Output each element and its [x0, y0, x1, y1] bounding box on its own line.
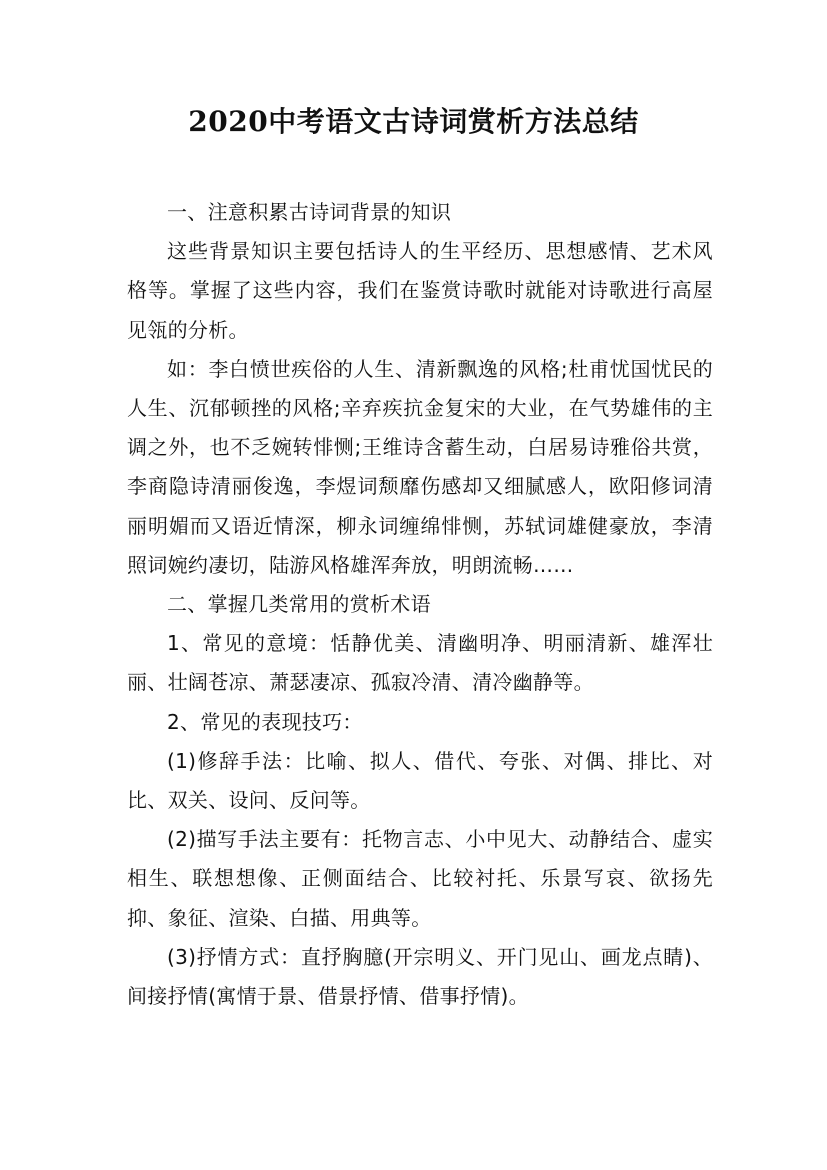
- paragraph-poet-examples: 如：李白愤世疾俗的人生、清新飘逸的风格;杜甫忧国忧民的人生、沉郁顿挫的风格;辛弃疾抗金复宋的大业，在气势雄伟的主调之外，也不乏婉转悱恻;王维诗含蓄生动，白居易诗雅俗共赏，李商隐诗清丽俊逸，李煜词颓靡伤感却又细腻感人，欧阳修词清丽明媚而又语近情深，柳永词缠绵悱恻，苏轼词雄健豪放，李清照词婉约凄切，陆游风格雄浑奔放，明朗流畅……: [127, 356, 713, 577]
- document-title: 2020中考语文古诗词赏析方法总结: [188, 105, 639, 138]
- paragraph-techniques-heading: 2、常见的表现技巧：: [167, 709, 363, 734]
- paragraph-background-intro: 这些背景知识主要包括诗人的生平经历、思想感情、艺术风格等。掌握了这些内容，我们在鉴赏诗歌时就能对诗歌进行高屋见瓴的分析。: [127, 239, 713, 342]
- paragraph-lyric-methods: (3)抒情方式：直抒胸臆(开宗明义、开门见山、画龙点睛)、间接抒情(寓情于景、借景抒情、借事抒情)。: [127, 944, 713, 1009]
- paragraph-rhetoric: (1)修辞手法：比喻、拟人、借代、夸张、对偶、排比、对比、双关、设问、反问等。: [127, 748, 713, 813]
- section-heading-background: 一、注意积累古诗词背景的知识: [167, 200, 452, 224]
- section-heading-terms: 二、掌握几类常用的赏析术语: [167, 592, 431, 617]
- paragraph-artistic-conceptions: 1、常见的意境：恬静优美、清幽明净、明丽清新、雄浑壮丽、壮阔苍凉、萧瑟凄凉、孤寂冷清、清冷幽静等。: [127, 631, 713, 695]
- document-body: [127, 193, 713, 1016]
- paragraph-description-methods: (2)描写手法主要有：托物言志、小中见大、动静结合、虚实相生、联想想像、正侧面结合、比较衬托、乐景写哀、欲扬先抑、象征、渲染、白描、用典等。: [127, 827, 713, 930]
